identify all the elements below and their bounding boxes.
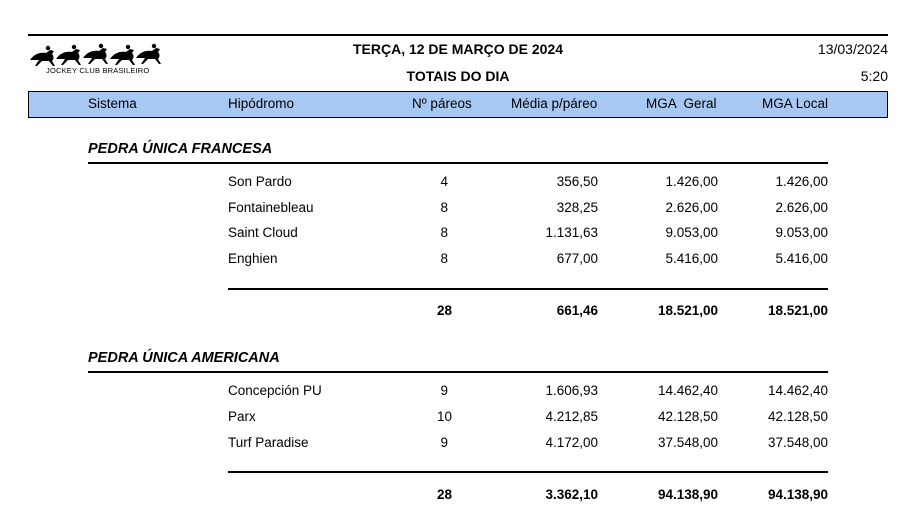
section-rule [88, 162, 828, 164]
total-mga-geral: 94.138,90 [657, 487, 718, 502]
report-title: TERÇA, 12 DE MARÇO DE 2024 [352, 41, 564, 57]
mga-geral-value: 5.416,00 [665, 251, 718, 266]
media-value: 1.606,93 [545, 383, 598, 398]
total-mga-local: 94.138,90 [767, 487, 828, 502]
track-name: Saint Cloud [228, 225, 298, 240]
mga-local-value: 9.053,00 [775, 225, 828, 240]
media-value: 677,00 [556, 251, 598, 266]
total-pareos: 28 [436, 487, 452, 502]
total-mga-local: 18.521,00 [767, 303, 828, 318]
media-value: 356,50 [556, 174, 598, 189]
track-name: Parx [228, 409, 256, 424]
mga-local-value: 1.426,00 [775, 174, 828, 189]
section-title: PEDRA ÚNICA FRANCESA [88, 141, 273, 157]
mga-local-value: 2.626,00 [775, 200, 828, 215]
totals-rule [228, 288, 828, 290]
mga-local-value: 5.416,00 [775, 251, 828, 266]
pareos-value: 4 [440, 174, 448, 189]
top-rule [28, 34, 888, 36]
pareos-value: 8 [440, 251, 448, 266]
col-header-mga-geral: MGA Geral [646, 96, 717, 111]
col-header-sistema: Sistema [88, 96, 137, 111]
mga-local-value: 37.548,00 [767, 435, 828, 450]
col-header-media: Média p/páreo [511, 96, 598, 111]
col-header-hipodromo: Hipódromo [228, 96, 295, 111]
mga-geral-value: 9.053,00 [665, 225, 718, 240]
report-subtitle: TOTAIS DO DIA [406, 68, 510, 84]
logo-text: JOCKEY CLUB BRASILEIRO [46, 66, 150, 75]
mga-geral-value: 14.462,40 [657, 383, 718, 398]
track-name: Fontainebleau [228, 200, 314, 215]
col-header-pareos: Nº páreos [412, 96, 472, 111]
media-value: 4.172,00 [545, 435, 598, 450]
mga-geral-value: 2.626,00 [665, 200, 718, 215]
track-name: Son Pardo [228, 174, 292, 189]
media-value: 4.212,85 [545, 409, 598, 424]
total-media: 3.362,10 [545, 487, 598, 502]
section-title: PEDRA ÚNICA AMERICANA [88, 350, 280, 366]
mga-geral-value: 37.548,00 [657, 435, 718, 450]
pareos-value: 8 [440, 200, 448, 215]
mga-geral-value: 42.128,50 [657, 409, 718, 424]
mga-local-value: 42.128,50 [767, 409, 828, 424]
mga-local-value: 14.462,40 [767, 383, 828, 398]
section-rule [88, 371, 828, 373]
totals-rule [228, 471, 828, 473]
total-pareos: 28 [436, 303, 452, 318]
pareos-value: 10 [436, 409, 452, 424]
track-name: Enghien [228, 251, 278, 266]
report-date: 13/03/2024 [817, 41, 888, 57]
total-media: 661,46 [556, 303, 598, 318]
mga-geral-value: 1.426,00 [665, 174, 718, 189]
total-mga-geral: 18.521,00 [657, 303, 718, 318]
track-name: Turf Paradise [228, 435, 309, 450]
media-value: 1.131,63 [545, 225, 598, 240]
col-header-mga-local: MGA Local [762, 96, 829, 111]
media-value: 328,25 [556, 200, 598, 215]
pareos-value: 9 [440, 383, 448, 398]
pareos-value: 8 [440, 225, 448, 240]
pareos-value: 9 [440, 435, 448, 450]
track-name: Concepción PU [228, 383, 322, 398]
report-time: 5:20 [860, 68, 888, 84]
